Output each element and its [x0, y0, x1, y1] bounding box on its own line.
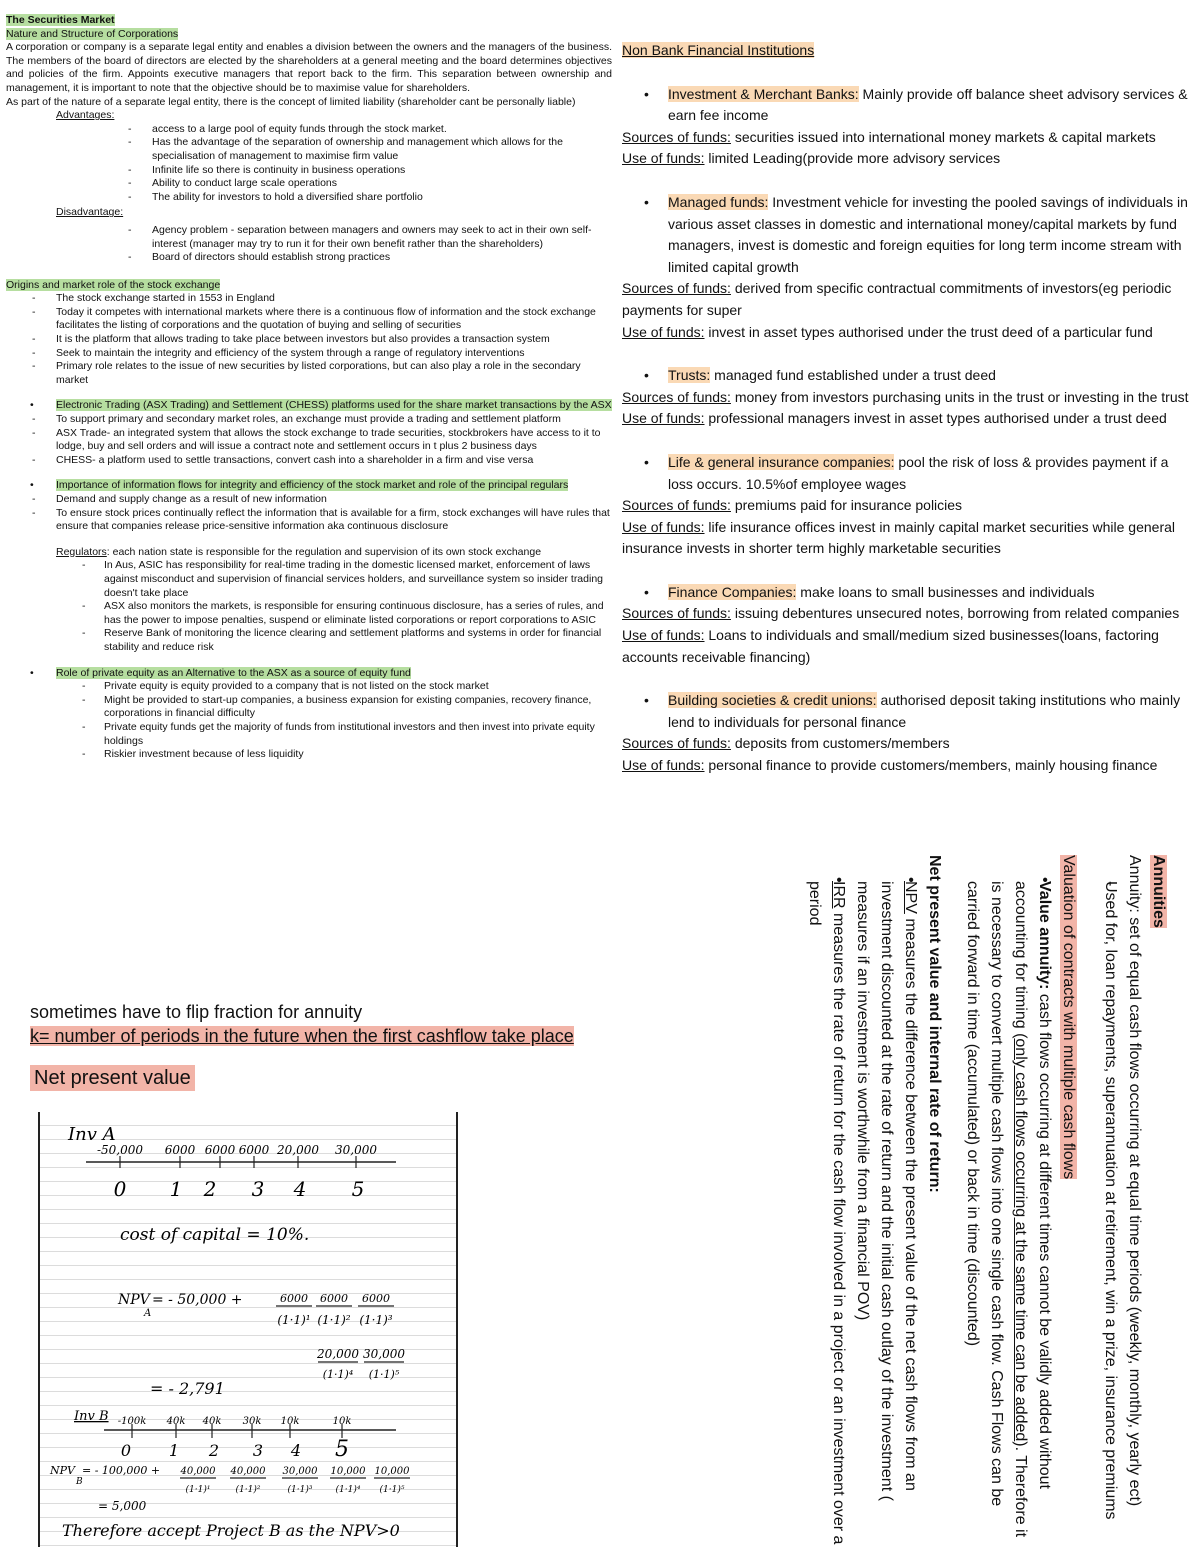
section-heading-nature: Nature and Structure of Corporations: [6, 27, 179, 40]
fraction-denominator: (1·1)¹: [277, 1313, 311, 1327]
nbfi-sources: [622, 127, 1196, 149]
handwritten-working: [40, 1112, 456, 1547]
list-item: - Might be provided to start-up companies, a business expansion for existing companies, recovery finance, corporations in financial difficulty: [6, 694, 612, 721]
list-item: - Private equity is equity provided to a company that is not listed on the stock market: [6, 680, 612, 694]
npv-b-equation: = - 100,000 +: [82, 1464, 161, 1477]
fraction-denominator: (1·1)⁵: [368, 1368, 400, 1381]
use-label: Use of funds:: [622, 757, 705, 774]
annuity-definition: Annuity: set of equal cash flows occurring at equal time periods (weekly, monthly, yearly ect): [1126, 855, 1143, 1507]
nbfi-use: [622, 322, 1196, 344]
use-text: professional managers invest in asset types authorised under a trust deed: [704, 410, 1167, 427]
sources-label: Sources of funds:: [622, 497, 731, 514]
npv-a-result: = - 2,791: [150, 1379, 225, 1398]
use-text: life insurance offices invest in mainly capital market securities while general insurance invests in shorter term highly marketable securities: [622, 518, 1176, 557]
fraction-numerator: 10,000: [330, 1466, 366, 1477]
sources-label: Sources of funds:: [622, 280, 731, 297]
fraction-numerator: 10,000: [374, 1466, 410, 1477]
regulators-text: : each nation state is responsible for the regulation and supervision of its own stock exchange: [106, 545, 542, 558]
npv-a-equation: = - 50,000 +: [152, 1292, 243, 1308]
list-item: - To ensure stock prices continually reflect the information that is available for a firm, stock exchanges will have rules that ensure that companies release price-sensitive information aka continuous disclosure: [6, 507, 612, 534]
inv-b-label: Inv B: [74, 1409, 109, 1424]
list-item: - CHESS- a platform used to settle transactions, convert cash into a shareholder in a firm and vise versa: [6, 454, 612, 468]
nbfi-item-name: Investment & Merchant Banks:: [668, 85, 859, 102]
cash-flow-label: 30,000: [335, 1143, 377, 1157]
npv-a-terms-1: [276, 1292, 394, 1327]
nbfi-item-desc: Investment vehicle for investing the pooled savings of individuals in various asset classes in domestic and international money/capital markets by fund managers, invest is domestic and foreign equities for long term income stream with limited capital growth: [668, 193, 1188, 275]
npv-a-label: NPV: [118, 1292, 150, 1308]
cash-flow-label: 6000: [238, 1143, 270, 1157]
period-label: 0: [120, 1441, 132, 1460]
nbfi-list: [622, 62, 1196, 777]
nbfi-sources: [622, 495, 1196, 517]
cash-flow-label: -50,000: [96, 1143, 144, 1157]
list-item: - Seek to maintain the integrity and efficiency of the system through a range of regulatory interventions: [6, 347, 612, 361]
advantages-list: [6, 123, 612, 205]
fraction-denominator: (1·1)²: [235, 1485, 261, 1495]
period-label: 5: [335, 1437, 349, 1462]
intro-paragraph: A corporation or company is a separate legal entity and enables a division between the owners and the managers of the business. The members of the board of directors are elected by the shareholders at a general meeting and the board determines objectives and policies of the firm. Appoints executive managers that report back to the firm. This separation between ownership and management, it is important to note that the objective should be to maximise value for shareholders.: [6, 41, 612, 94]
nbfi-item-name: Trusts:: [668, 367, 711, 384]
inv-b-cash-flows: [118, 1416, 352, 1427]
nbfi-item-name: Managed funds:: [668, 193, 769, 210]
nbfi-use: [622, 755, 1196, 777]
rotated-notes: [680, 855, 1170, 1545]
fraction-denominator: (1·1)³: [359, 1313, 393, 1327]
cash-flow-label: 10k: [280, 1416, 300, 1427]
list-item: - Ability to conduct large scale operations: [6, 177, 612, 191]
flip-note: sometimes have to flip fraction for annuity: [30, 1002, 363, 1022]
value-annuity-underlined: only cash flows occurring at the same time can be added: [1012, 1038, 1029, 1442]
fraction-numerator: 20,000: [317, 1347, 359, 1361]
electronic-list: [6, 413, 612, 467]
fraction-numerator: 6000: [362, 1292, 390, 1305]
period-label: 1: [169, 1177, 183, 1201]
cash-flow-label: 40k: [202, 1416, 222, 1427]
irr-paragraph: [802, 855, 850, 1545]
fraction-denominator: (1·1)²: [317, 1313, 351, 1327]
spacer: [622, 170, 1196, 192]
sources-label: Sources of funds:: [622, 128, 731, 145]
period-label: 1: [168, 1441, 180, 1460]
list-item: - Infinite life so there is continuity in business operations: [6, 164, 612, 178]
nbfi-item: [622, 84, 1196, 127]
use-label: Use of funds:: [622, 518, 705, 535]
fraction-denominator: (1·1)⁵: [379, 1485, 405, 1495]
list-item: - Demand and supply change as a result of new information: [6, 493, 612, 507]
period-label: 2: [208, 1441, 220, 1460]
use-text: Loans to individuals and small/medium sized businesses(loans, factoring accounts receivable financing): [622, 627, 1159, 665]
nbfi-item-desc: pool the risk of loss & provides payment if a loss occurs. 10.5%of employee wages: [668, 453, 1169, 492]
list-item: - access to a large pool of equity funds through the stock market.: [6, 123, 612, 137]
list-item: - Reserve Bank of monitoring the licence clearing and settlement platforms and systems in order for financial stability and reduce risk: [6, 627, 612, 654]
list-item: - It is the platform that allows trading to take place between investors but also provides a transaction system: [6, 333, 612, 347]
npv-irr-heading: Net present value and internal rate of return:: [926, 855, 943, 1193]
list-item: - ASX also monitors the markets, is responsible for ensuring continuous disclosure, has a series of rules, and has the power to impose penalties, suspend or eliminate listed corporations or report corporations to ASIC: [6, 600, 612, 627]
sources-text: issuing debentures unsecured notes, borrowing from related companies: [730, 605, 1180, 622]
list-item: - The ability for investors to hold a diversified share portfolio: [6, 191, 612, 205]
cash-flow-label: 30k: [242, 1416, 262, 1427]
fraction-numerator: 6000: [280, 1292, 308, 1305]
list-item: - Private equity funds get the majority of funds from institutional investors and then invest into private equity holdings: [6, 721, 612, 748]
nbfi-sources: [622, 733, 1196, 755]
npv-label: NPV: [902, 881, 919, 914]
value-annuity-text-b: ). Therefore it is necessary to convert multiple cash flows into one single cash flow. Cash Flows can be carried forward in time (accumulated) or back in time (discounted): [964, 881, 1029, 1538]
disadvantage-label: Disadvantage:: [56, 206, 124, 219]
npv-paragraph: [850, 855, 922, 1545]
use-label: Use of funds:: [622, 150, 705, 167]
section-heading-electronic: Electronic Trading (ASX Trading) and Settlement (CHESS) platforms used for the share market transactions by the ASX: [56, 399, 612, 412]
cash-flow-label: 6000: [164, 1143, 196, 1157]
nbfi-item: [622, 365, 1196, 387]
fraction-denominator: (1·1)⁴: [322, 1368, 354, 1381]
spacer: [622, 62, 1196, 84]
nbfi-sources: [622, 603, 1196, 625]
annuity-uses: - Used for, loan repayments, superannuation at retirement, win a prize, insurance premiums: [1098, 855, 1122, 1545]
list-item: - To support primary and secondary market roles, an exchange must provide a trading and settlement platform: [6, 413, 612, 427]
list-item: - Riskier investment because of less liquidity: [6, 748, 612, 762]
period-label: 4: [293, 1177, 307, 1201]
sources-label: Sources of funds:: [622, 605, 731, 622]
spacer: [622, 668, 1196, 690]
fraction-numerator: 6000: [320, 1292, 348, 1305]
spacer: [622, 560, 1196, 582]
sources-text: securities issued into international money markets & capital markets: [730, 128, 1156, 145]
sources-text: premiums paid for insurance policies: [730, 497, 963, 514]
right-column: [622, 0, 1196, 777]
disadvantages-list: [6, 224, 612, 265]
use-text: invest in asset types authorised under the trust deed of a particular fund: [704, 323, 1153, 340]
period-label: 0: [113, 1177, 127, 1201]
nbfi-item-desc: managed fund established under a trust deed: [710, 367, 996, 384]
use-label: Use of funds:: [622, 410, 705, 427]
npv-a-subscript: A: [144, 1308, 152, 1319]
left-column: [6, 0, 612, 762]
list-item: - Today it competes with international markets where there is a continuous flow of information and the stock exchange facilitates the listing of corporations and the quotation of buying and selling of securities: [6, 306, 612, 333]
cost-of-capital: cost of capital = 10%.: [120, 1225, 310, 1245]
nbfi-item: [622, 452, 1196, 495]
sources-text: derived from specific contractual commitments of investors(eg periodic payments for super: [622, 280, 1172, 318]
conclusion: Therefore accept Project B as the NPV>0: [62, 1521, 400, 1540]
nbfi-item: [622, 582, 1196, 604]
doc-title: The Securities Market: [6, 14, 115, 26]
section-heading-origins: Origins and market role of the stock exchange: [6, 278, 221, 291]
limited-liability-paragraph: As part of the nature of a separate legal entity, there is the concept of limited liability (shareholder cant be personally liable): [6, 95, 576, 108]
fraction-numerator: 30,000: [363, 1347, 405, 1361]
nbfi-use: [622, 517, 1196, 560]
fraction-numerator: 30,000: [282, 1466, 318, 1477]
list-item: - Primary role relates to the issue of new securities by listed corporations, but can also play a role in the secondary market: [6, 360, 612, 387]
fraction-denominator: (1·1)³: [287, 1485, 313, 1495]
nbfi-item-name: Life & general insurance companies:: [668, 453, 895, 470]
cash-flow-label: -100k: [117, 1416, 147, 1427]
nbfi-item-desc: authorised deposit taking institutions who mainly lend to individuals for personal finance: [668, 692, 1181, 730]
list-item: - Board of directors should establish strong practices: [6, 251, 612, 265]
value-annuity-text-a: cash flows occurring at different times cannot be validly added without accounting for timing (: [1012, 881, 1053, 1489]
importance-list: [6, 493, 612, 534]
nbfi-item: [622, 192, 1196, 278]
period-label: 4: [290, 1441, 302, 1460]
use-text: personal finance to provide customers/members, mainly housing finance: [704, 757, 1158, 774]
nbfi-item: [622, 690, 1196, 733]
sources-label: Sources of funds:: [622, 388, 731, 405]
nbfi-sources: [622, 387, 1196, 409]
list-item: - ASX Trade- an integrated system that allows the stock exchange to trade securities, stockbrokers have access to it to lodge, buy and sell orders and will issue a contract note and settlement occurs in t plus 2 business days: [6, 427, 612, 454]
npv-text: measures the difference between the present value of the net cash flows from an investment discounted at the rate of return and the initial cash outlay of the investment ( measures if an investment is worthwhile from a financial POV): [854, 881, 919, 1501]
regulators-list: [6, 559, 612, 654]
regulators-label: Regulators: [56, 545, 107, 558]
advantages-label: Advantages:: [56, 109, 115, 122]
irr-label: IRR: [830, 881, 847, 909]
section-heading-importance: Importance of information flows for integrity and efficiency of the stock market and role of the principal regulars: [56, 479, 569, 492]
irr-text: measures the rate of return for the cash flow involved in a project or an investment over a period: [806, 881, 847, 1545]
period-label: 5: [351, 1177, 365, 1201]
cash-flow-label: 20,000: [277, 1143, 319, 1157]
npv-b-result: = 5,000: [98, 1499, 147, 1513]
cash-flow-label: 10k: [332, 1416, 352, 1427]
section-heading-private-equity: Role of private equity as an Alternative to the ASX as a source of equity fund: [56, 666, 411, 679]
period-label: 2: [203, 1177, 217, 1201]
list-item: - In Aus, ASIC has responsibility for real-time trading in the domestic licensed market, enforcement of laws against misconduct and supervision of financial services holders, and surveillance system so insider trading doesn't take place: [6, 559, 612, 600]
nbfi-heading: Non Bank Financial Institutions: [622, 42, 815, 58]
list-item: - Agency problem - separation between managers and owners may seek to act in their own self-interest (manager may try to run it for their own benefit rather than the shareholders): [6, 224, 612, 251]
period-label: 3: [252, 1441, 264, 1460]
origins-list: [6, 292, 612, 387]
use-text: limited Leading(provide more advisory services: [704, 150, 1001, 167]
sources-text: deposits from customers/members: [730, 735, 950, 752]
nbfi-use: [622, 408, 1196, 430]
list-item: - The stock exchange started in 1553 in England: [6, 292, 612, 306]
cash-flow-label: 40k: [166, 1416, 186, 1427]
cash-flow-label: 6000: [204, 1143, 236, 1157]
inv-a-cash-flows: [97, 1143, 377, 1157]
npv-b-terms: [180, 1466, 411, 1495]
annuities-heading: Annuities: [1150, 855, 1167, 928]
nbfi-sources: [622, 278, 1196, 321]
value-annuity-paragraph: [960, 855, 1056, 1545]
fraction-numerator: 40,000: [180, 1466, 216, 1477]
use-label: Use of funds:: [622, 627, 705, 644]
sources-label: Sources of funds:: [622, 735, 731, 752]
fraction-denominator: (1·1)⁴: [335, 1485, 361, 1495]
k-note: k= number of periods in the future when the first cashflow take place: [30, 1026, 574, 1046]
use-label: Use of funds:: [622, 323, 705, 340]
handwritten-npv-example: [38, 1112, 458, 1547]
inv-a-label: Inv A: [68, 1124, 116, 1145]
nbfi-use: [622, 625, 1196, 668]
fraction-denominator: (1·1)¹: [185, 1485, 211, 1495]
nbfi-item-name: Finance Companies:: [668, 583, 797, 600]
npv-b-label: NPV: [50, 1464, 75, 1477]
spacer: [622, 343, 1196, 365]
spacer: [622, 430, 1196, 452]
fraction-numerator: 40,000: [230, 1466, 266, 1477]
nbfi-item-desc: Mainly provide off balance sheet advisory services & earn fee income: [668, 85, 1188, 124]
npv-a-terms-2: [316, 1347, 405, 1381]
npv-heading: Net present value: [30, 1065, 195, 1091]
sources-text: money from investors purchasing units in the trust or investing in the trust: [730, 388, 1189, 405]
nbfi-use: [622, 148, 1196, 170]
valuation-heading: Valuation of contracts with multiple cash flows: [1060, 855, 1077, 1180]
value-annuity-label: Value annuity:: [1036, 881, 1053, 990]
list-item: - Has the advantage of the separation of ownership and management which allows for the specialisation of management to maximise firm value: [6, 136, 612, 163]
private-equity-list: [6, 680, 612, 762]
nbfi-item-name: Building societies & credit unions:: [668, 692, 877, 709]
nbfi-item-desc: make loans to small businesses and individuals: [796, 583, 1095, 600]
annuity-notes: [30, 1000, 610, 1090]
npv-b-subscript: B: [76, 1477, 83, 1487]
period-label: 3: [251, 1177, 265, 1201]
